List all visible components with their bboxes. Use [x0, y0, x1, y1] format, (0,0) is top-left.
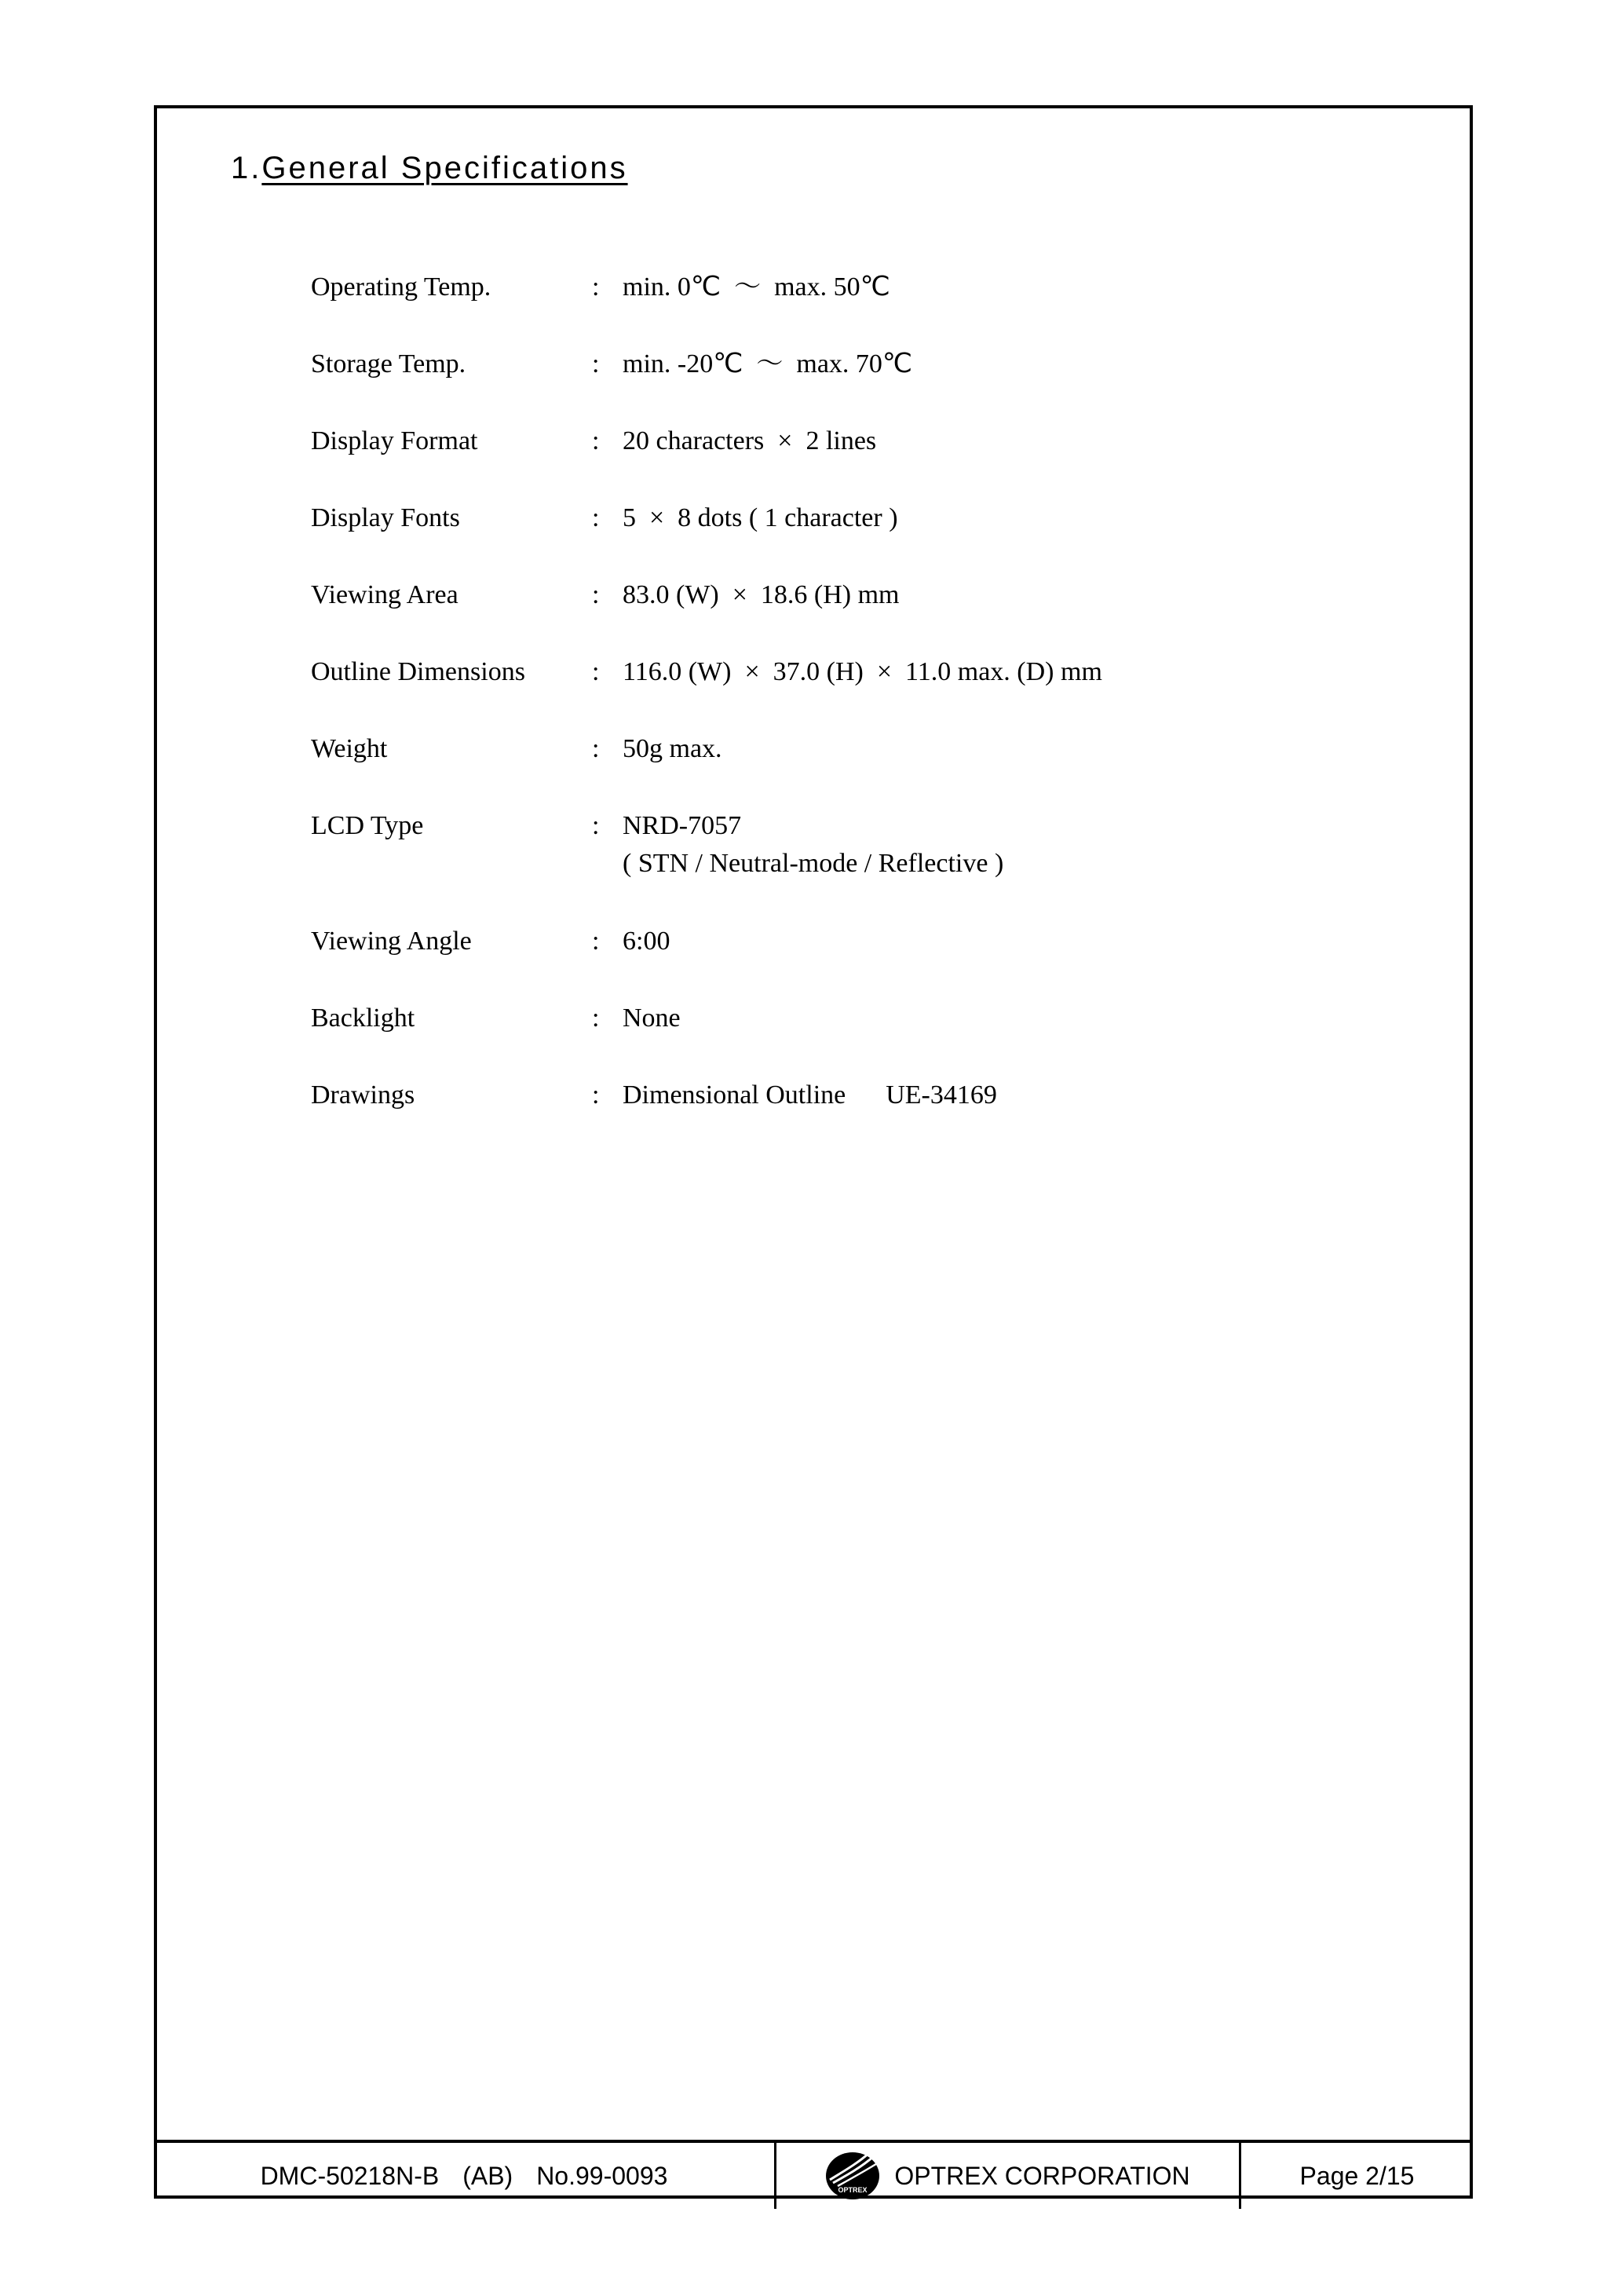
spec-value: min. -20℃ 〜 max. 70℃ — [623, 349, 913, 378]
spec-colon: : — [592, 349, 600, 378]
doc-model: DMC-50218N-B — [260, 2161, 440, 2190]
doc-number: No.99-0093 — [536, 2161, 668, 2190]
company-name: OPTREX CORPORATION — [894, 2161, 1190, 2190]
spec-value: Dimensional Outline UE-34169 — [623, 1080, 997, 1110]
spec-colon: : — [592, 426, 600, 455]
spec-label: Drawings — [311, 1080, 415, 1110]
optrex-logo-icon — [825, 2152, 880, 2200]
page-number-cell — [1241, 2143, 1473, 2209]
section-heading — [231, 152, 628, 184]
company-cell — [776, 2143, 1241, 2209]
spec-label: Operating Temp. — [311, 272, 491, 302]
section-title: General Specifications — [261, 151, 628, 185]
spec-value: 6:00 — [623, 927, 670, 956]
spec-value: 50g max. — [623, 734, 722, 763]
title-block-footer — [154, 2140, 1473, 2209]
page-border — [154, 105, 1473, 2199]
spec-colon: : — [592, 811, 600, 840]
spec-label: Viewing Area — [311, 580, 458, 609]
document-number-cell — [154, 2143, 776, 2209]
spec-value: NRD-7057 — [623, 811, 742, 840]
spec-value: 116.0 (W) × 37.0 (H) × 11.0 max. (D) mm — [623, 657, 1102, 686]
spec-label: Outline Dimensions — [311, 657, 525, 686]
spec-label: Weight — [311, 734, 388, 763]
spec-label: Backlight — [311, 1004, 415, 1033]
spec-value: min. 0℃ 〜 max. 50℃ — [623, 272, 890, 302]
spec-value: 5 × 8 dots ( 1 character ) — [623, 503, 898, 532]
spec-colon: : — [592, 503, 600, 532]
spec-colon: : — [592, 927, 600, 956]
spec-colon: : — [592, 657, 600, 686]
spec-value: None — [623, 1004, 681, 1033]
spec-colon: : — [592, 734, 600, 763]
spec-value: 20 characters × 2 lines — [623, 426, 877, 455]
spec-colon: : — [592, 272, 600, 302]
svg-text:OPTREX: OPTREX — [838, 2186, 868, 2194]
spec-value-detail: ( STN / Neutral-mode / Reflective ) — [623, 849, 1004, 878]
spec-colon: : — [592, 580, 600, 609]
spec-label: Display Fonts — [311, 503, 460, 532]
spec-label: Display Format — [311, 426, 478, 455]
spec-colon: : — [592, 1004, 600, 1033]
section-number: 1. — [231, 151, 262, 185]
spec-label: LCD Type — [311, 811, 424, 840]
spec-colon: : — [592, 1080, 600, 1110]
spec-label: Viewing Angle — [311, 927, 472, 956]
page-number: Page 2/15 — [1299, 2161, 1415, 2190]
spec-label: Storage Temp. — [311, 349, 466, 378]
doc-revision: (AB) — [462, 2161, 513, 2190]
spec-value: 83.0 (W) × 18.6 (H) mm — [623, 580, 900, 609]
